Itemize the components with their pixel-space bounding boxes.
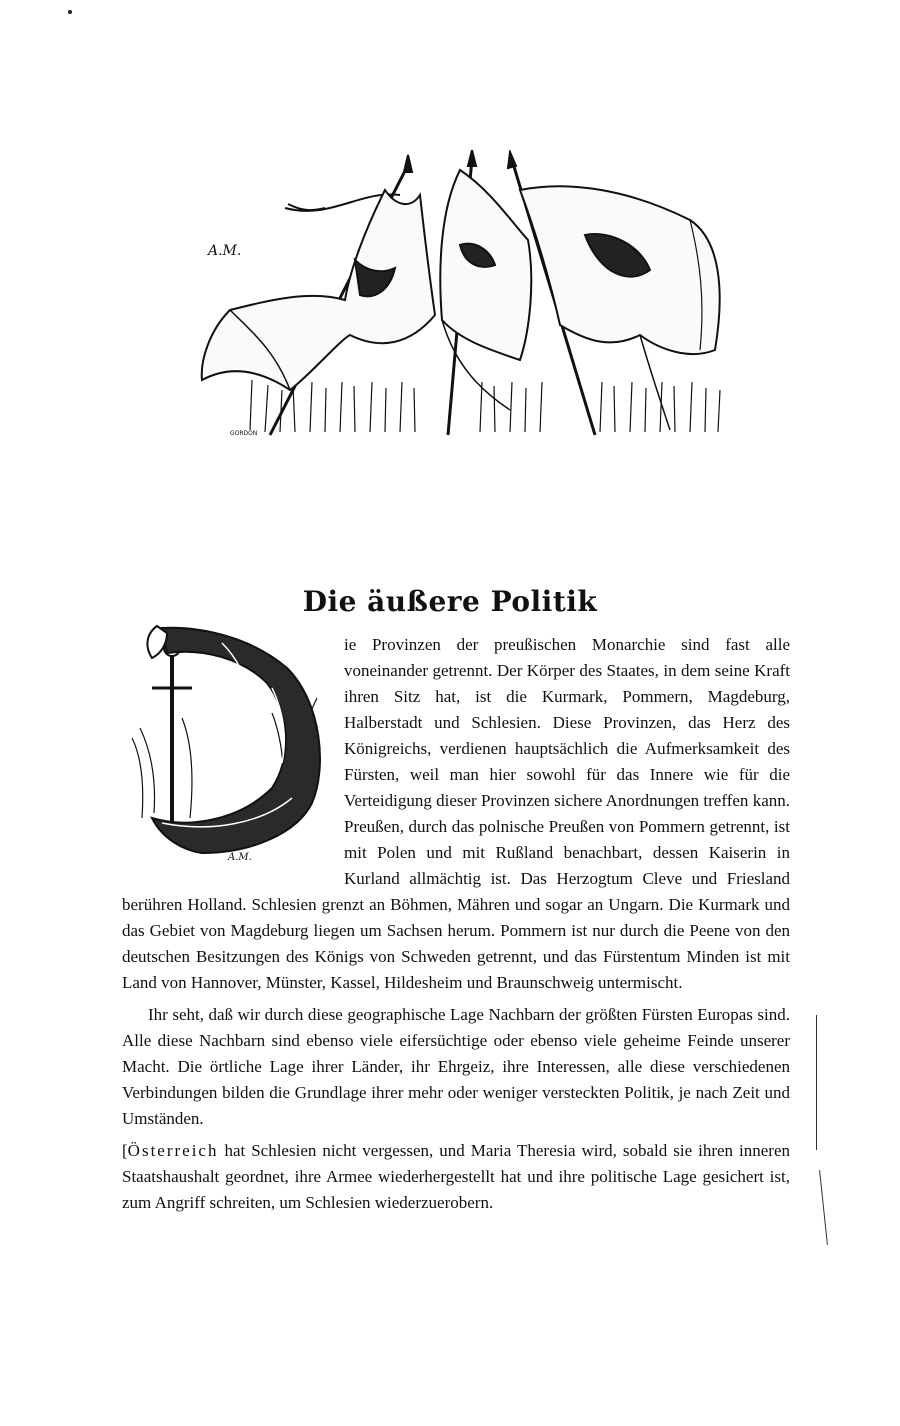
paragraph-3-bracket: [: [122, 1141, 128, 1160]
paragraph-2: Ihr seht, daß wir durch diese geographische Lage Nachbarn der größten Fürsten Europas sind. Alle diese Nachbarn sind ebenso viele eifersüchtige oder ebenso viele geheime Feinde unserer Macht. Die örtliche Lage ihrer Länder, ihr Ehrgeiz, ihre Interessen, alle diese verschiedenen Verbindungen bilden die Grundlage ihrer mehr oder weniger versteckten Politik, je nach Zeit und Umständen.: [122, 1005, 790, 1128]
initial-signature: A.M.: [228, 852, 252, 863]
paragraph-1: [122, 632, 790, 996]
corner-speck: [68, 10, 72, 14]
flags-vignette-illustration: [190, 150, 730, 440]
paragraph-3-spaced-word: Österreich: [127, 1141, 219, 1160]
paragraph-1-text: ie Provinzen der preußischen Monarchie sind fast alle voneinander getrennt. Der Körper des Staates, in dem seine Kraft ihren Sitz hat, ist die Kurmark, Pommern, Magdeburg, Halberstadt und Schlesien. Diese Provinzen, das Herz des Königreichs, verdienen hauptsächlich die Aufmerksamkeit des Fürsten, weil man hier sowohl für das Innere wie für die Verteidigung dieser Provinzen sichere Anordnungen treffen kann. Preußen, durch das polnische Preußen von Pommern getrennt, ist mit Polen und mit Rußland benachbart, dessen Kaiserin in Kurland allmächtig ist. Das Herzogtum Cleve und Friesland berühren Holland. Schlesien grenzt an Böhmen, Mähren und sogar an Ungarn. Die Kurmark und das Gebiet von Magdeburg liegen um Sachsen herum. Pommern ist nur durch die Peene von den deutschen Besitzungen des Königs von Schweden getrennt, und das Fürstentum Minden ist mit Land von Hannover, Münster, Kassel, Hildesheim und Braunschweig untermischt.: [122, 635, 790, 992]
initial-placeholder: [122, 632, 344, 870]
body-text: [122, 632, 790, 1222]
chapter-title: Die äußere Politik: [302, 584, 598, 618]
margin-line-1: [816, 1015, 817, 1150]
grass-hatching: [250, 380, 720, 432]
flag-left: [202, 190, 435, 390]
vignette-engraver-mark: GORDON: [230, 430, 258, 437]
paragraph-3-text: hat Schlesien nicht vergessen, und Maria Theresia wird, sobald sie ihren inneren Staatshaushalt geordnet, ihre Armee wiederhergestellt hat und ihre politische Lage gesichert ist, zum Angriff schreiten, um Schlesien wiederzuerobern.: [122, 1141, 790, 1212]
paragraph-3: [122, 1138, 790, 1216]
vignette-signature: A.M.: [208, 243, 242, 259]
margin-line-2: [819, 1170, 828, 1245]
